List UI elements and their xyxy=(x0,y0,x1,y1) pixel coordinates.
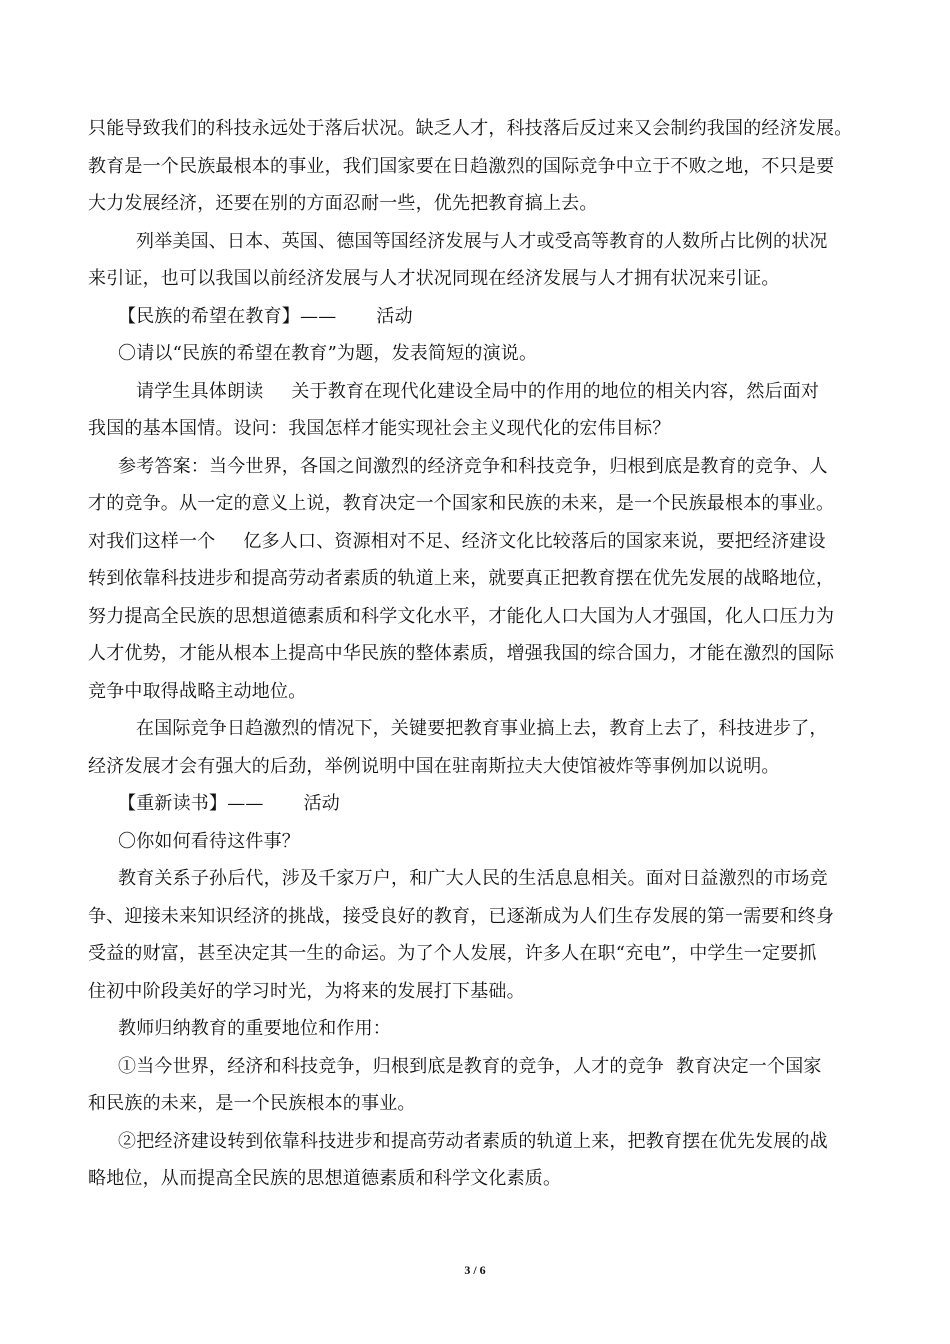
paragraph-line: 争、迎接未来知识经济的挑战，接受良好的教育，已逐渐成为人们生存发展的第一需要和终身 xyxy=(88,905,835,927)
page-number: 3 / 6 xyxy=(464,1263,486,1277)
paragraph-line: 经济发展才会有强大的后劲，举例说明中国在驻南斯拉夫大使馆被炸等事例加以说明。 xyxy=(88,755,780,777)
paragraph-line: 教师归纳教育的重要地位和作用： xyxy=(118,1018,391,1039)
text-segment: 请学生具体朗读 xyxy=(136,380,264,402)
list-item-line: ②把经济建设转到依靠科技进步和提高劳动者素质的轨道上来，把教育摆在优先发展的战 xyxy=(118,1130,828,1152)
list-item-line: 略地位，从而提高全民族的思想道德素质和科学文化素质。 xyxy=(88,1168,562,1189)
section-heading-education-hope xyxy=(88,298,864,336)
paragraph-line: 受益的财富，甚至决定其一生的命运。为了个人发展，许多人在职“充电”，中学生一定要抓 xyxy=(88,943,817,964)
list-item-line xyxy=(88,1048,864,1086)
text-segment: 对我们这样一个 xyxy=(88,530,216,552)
section-heading-title: 【民族的希望在教育】—— xyxy=(118,305,337,327)
text-segment: 亿多人口、资源相对不足、经济文化比较落后的国家来说，要把经济建设 xyxy=(243,530,826,552)
question-line: 〇请以“民族的希望在教育”为题，发表简短的演说。 xyxy=(118,343,538,364)
section-heading-title: 【重新读书】—— xyxy=(118,793,264,814)
text-segment: 关于教育在现代化建设全局中的作用的地位的相关内容，然后面对 xyxy=(291,380,820,402)
question-line: 〇你如何看待这件事？ xyxy=(118,830,300,852)
paragraph-line: 在国际竞争日趋激烈的情况下，关键要把教育事业搞上去，教育上去了，科技进步了， xyxy=(136,718,828,739)
section-heading-suffix: 活动 xyxy=(303,793,341,814)
section-heading-suffix: 活动 xyxy=(376,305,413,327)
paragraph-line xyxy=(88,373,864,411)
paragraph-line: 人才优势，才能从根本上提高中华民族的整体素质，增强我国的综合国力，才能在激烈的国际 xyxy=(88,643,835,664)
paragraph-line: 教育关系子孙后代，涉及千家万户，和广大人民的生活息息相关。面对日益激烈的市场竞 xyxy=(118,868,828,889)
paragraph-line: 参考答案：当今世界，各国之间激烈的经济竞争和科技竞争，归根到底是教育的竞争、人 xyxy=(118,455,828,477)
paragraph-line: 列举美国、日本、英国、德国等国经济发展与人才或受高等教育的人数所占比例的状况 xyxy=(136,230,828,252)
paragraph-line: 才的竞争。从一定的意义上说，教育决定一个国家和民族的未来，是一个民族最根本的事业。 xyxy=(88,493,835,514)
paragraph-line: 竞争中取得战略主动地位。 xyxy=(88,680,307,702)
paragraph-line: 大力发展经济，还要在别的方面忍耐一些，优先把教育搞上去。 xyxy=(88,193,598,214)
paragraph-line: 我国的基本国情。设问：我国怎样才能实现社会主义现代化的宏伟目标？ xyxy=(88,418,671,439)
paragraph-line: 努力提高全民族的思想道德素质和科学文化水平，才能化人口大国为人才强国，化人口压力为 xyxy=(88,605,835,627)
document-body xyxy=(88,110,864,1198)
paragraph-line: 教育是一个民族最根本的事业，我们国家要在日趋激烈的国际竞争中立于不败之地，不只是要 xyxy=(88,155,835,177)
text-segment: ①当今世界，经济和科技竞争，归根到底是教育的竞争，人才的竞争 xyxy=(118,1055,664,1077)
section-heading-reread xyxy=(88,785,864,823)
paragraph-line: 只能导致我们的科技永远处于落后状况。缺乏人才，科技落后反过来又会制约我国的经济发展。 xyxy=(88,118,853,139)
paragraph-line: 来引证，也可以我国以前经济发展与人才状况同现在经济发展与人才拥有状况来引证。 xyxy=(88,268,780,289)
paragraph-line: 住初中阶段美好的学习时光，为将来的发展打下基础。 xyxy=(88,980,525,1002)
paragraph-line: 转到依靠科技进步和提高劳动者素质的轨道上来，就要真正把教育摆在优先发展的战略地位， xyxy=(88,568,835,589)
list-item-line: 和民族的未来，是一个民族根本的事业。 xyxy=(88,1093,416,1114)
paragraph-line xyxy=(88,523,864,561)
text-segment: 教育决定一个国家 xyxy=(676,1055,822,1077)
